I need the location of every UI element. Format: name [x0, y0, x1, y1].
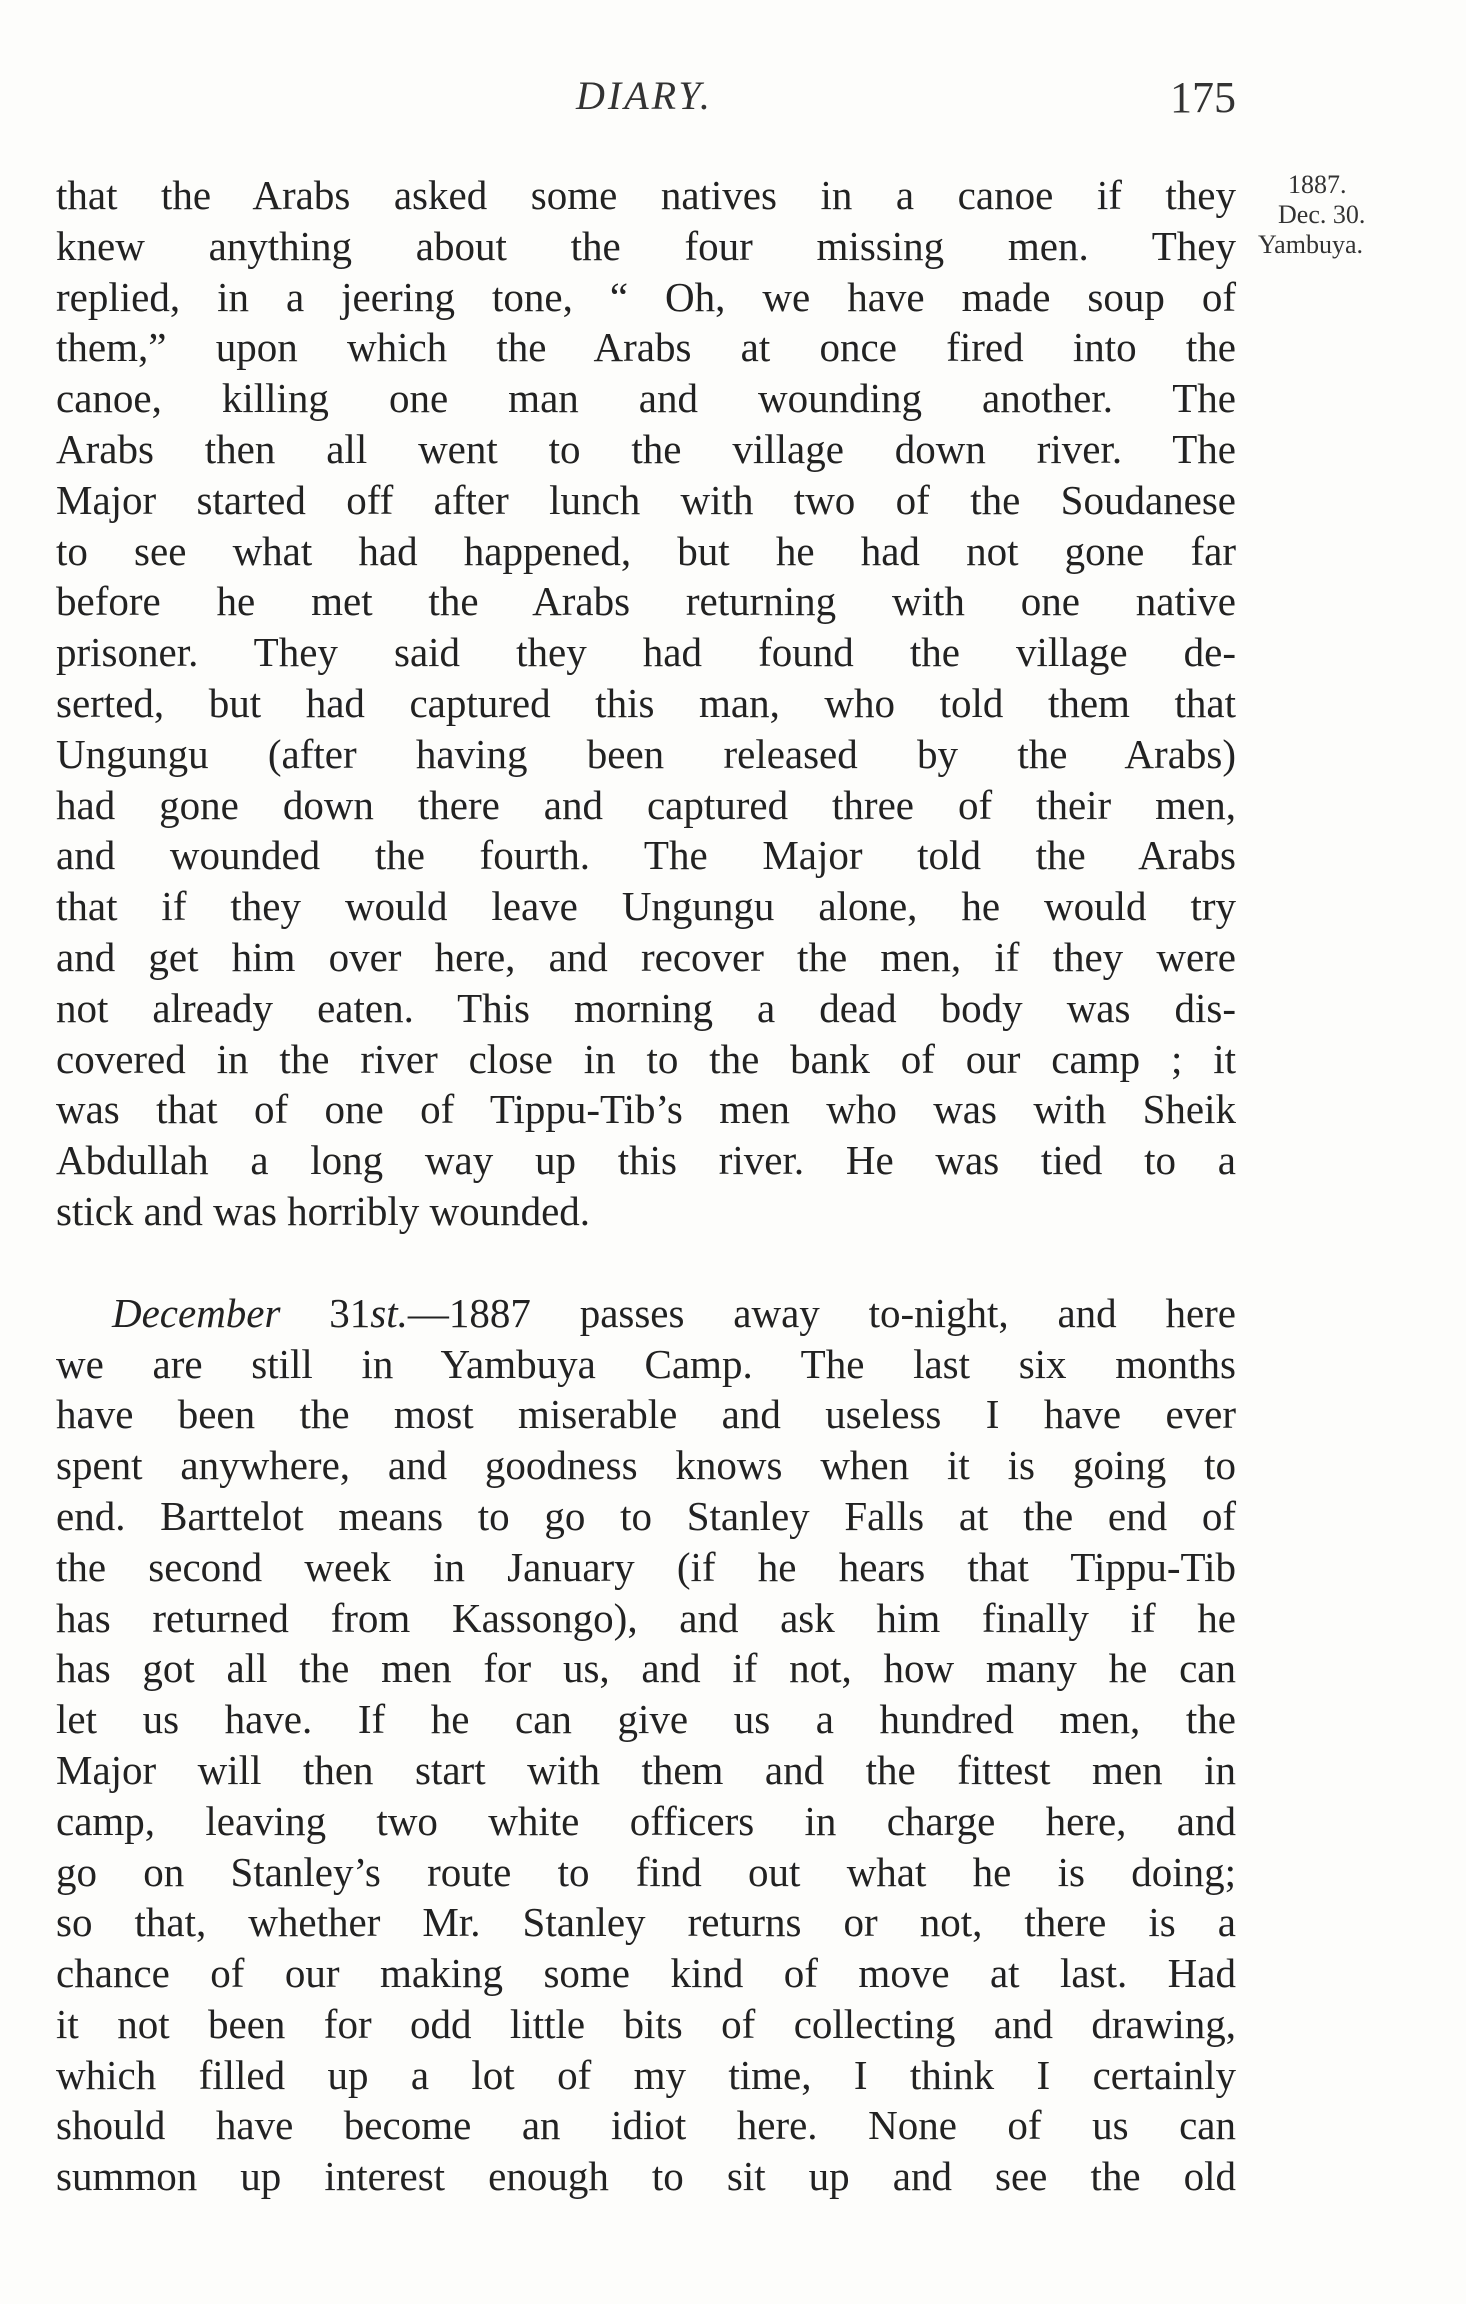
text-line: have been the most miserable and useless I have ever	[56, 1391, 1236, 1438]
text-line-dated	[56, 1288, 1236, 1339]
entry-date-month: December	[112, 1289, 281, 1336]
entry-date-suffix: st.	[370, 1289, 408, 1336]
text-line: serted, but had captured this man, who told them that	[56, 679, 1236, 726]
margin-note-date: Dec. 30.	[1278, 200, 1366, 229]
text-line: the second week in January (if he hears that Tippu-Tib	[56, 1543, 1236, 1590]
text-line: should have become an idiot here. None of us can	[56, 2102, 1236, 2149]
text-line: chance of our making some kind of move at last. Had	[56, 1950, 1236, 1997]
text-line: and get him over here, and recover the men, if they were	[56, 933, 1236, 980]
text-line: replied, in a jeering tone, “ Oh, we have made soup of	[56, 273, 1236, 320]
text-line: it not been for odd little bits of collecting and drawing,	[56, 2000, 1236, 2047]
text-line: Arabs then all went to the village down river. The	[56, 425, 1236, 472]
text-line: before he met the Arabs returning with one native	[56, 578, 1236, 625]
entry-date-day: 31	[329, 1289, 371, 1336]
entry-first-line: —1887 passes away to-night, and here	[407, 1289, 1237, 1336]
text-line: was that of one of Tippu-Tib’s men who was with Sheik	[56, 1086, 1236, 1133]
margin-note-year: 1887.	[1288, 170, 1347, 199]
paragraph-2	[56, 1288, 1236, 2202]
text-line: which filled up a lot of my time, I think I certainly	[56, 2051, 1236, 2098]
text-line: covered in the river close in to the bank of our camp ; it	[56, 1035, 1236, 1082]
text-line: summon up interest enough to sit up and see the old	[56, 2153, 1236, 2200]
text-line: let us have. If he can give us a hundred men, the	[56, 1696, 1236, 1743]
margin-note-place: Yambuya.	[1258, 230, 1363, 259]
text-line: end. Barttelot means to go to Stanley Falls at the end of	[56, 1492, 1236, 1539]
page-number: 175	[1170, 73, 1236, 122]
text-line: canoe, killing one man and wounding another. The	[56, 375, 1236, 422]
paragraph-1	[56, 170, 1236, 1237]
text-line: and wounded the fourth. The Major told the Arabs	[56, 832, 1236, 879]
text-line: go on Stanley’s route to find out what he is doing;	[56, 1848, 1236, 1895]
text-line: stick and was horribly wounded.	[56, 1187, 591, 1234]
text-line: has got all the men for us, and if not, how many he can	[56, 1645, 1236, 1692]
text-line: Major will then start with them and the fittest men in	[56, 1746, 1236, 1793]
running-head	[56, 72, 1236, 122]
text-line: had gone down there and captured three of their men,	[56, 781, 1236, 828]
paragraph-gap	[56, 1237, 1236, 1288]
text-line: them,” upon which the Arabs at once fired into the	[56, 324, 1236, 371]
text-line: camp, leaving two white officers in charge here, and	[56, 1797, 1236, 1844]
text-line: knew anything about the four missing men. They	[56, 222, 1236, 269]
text-line: prisoner. They said they had found the village de-	[56, 629, 1236, 676]
text-line: that if they would leave Ungungu alone, he would try	[56, 883, 1236, 930]
margin-note	[1258, 170, 1428, 260]
text-line: we are still in Yambuya Camp. The last six months	[56, 1340, 1236, 1387]
text-line: that the Arabs asked some natives in a canoe if they	[56, 172, 1236, 218]
text-line: not already eaten. This morning a dead body was dis-	[56, 984, 1236, 1031]
text-line: spent anywhere, and goodness knows when it is going to	[56, 1442, 1236, 1489]
running-title: DIARY.	[576, 73, 713, 118]
text-line: Major started off after lunch with two of the Soudanese	[56, 476, 1236, 523]
text-line: to see what had happened, but he had not gone far	[56, 527, 1236, 574]
text-line: has returned from Kassongo), and ask him finally if he	[56, 1594, 1236, 1641]
text-line: Abdullah a long way up this river. He was tied to a	[56, 1137, 1236, 1184]
text-line: Ungungu (after having been released by the Arabs)	[56, 730, 1236, 777]
text-line: so that, whether Mr. Stanley returns or not, there is a	[56, 1899, 1236, 1946]
body-text	[56, 170, 1236, 2202]
